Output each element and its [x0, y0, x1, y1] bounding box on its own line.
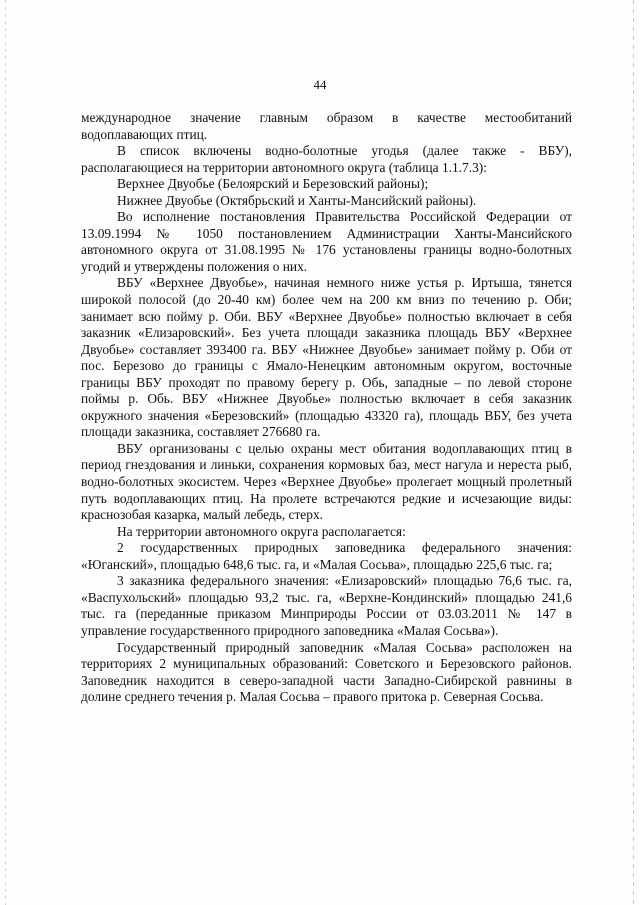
document-body: [81, 110, 572, 706]
paragraph-territory-intro: На территории автономного округа располагается:: [117, 523, 406, 539]
scan-edge-left: [5, 0, 6, 905]
paragraph-wetlands-list-intro: В список включены водно-болотные угодья (далее также - ВБУ), располагающиеся на территории автономного округа (таблица 1.1.7.3):: [81, 143, 572, 175]
paragraph-federal-sanctuaries: 3 заказника федерального значения: «Елизаровский» площадью 76,6 тыс. га, «Васпухольский» площадью 93,2 тыс. га, «Верхне-Кондинский» площадью 241,6 тыс. га (переданные приказом Минприроды России от 03.03.2011 № 147 в управление государственного природного заповедника «Малая Сосьва»).: [81, 573, 572, 638]
paragraph-government-decree: Во исполнение постановления Правительства Российской Федерации от 13.09.1994 № 1050 постановлением Администрации Ханты-Мансийского автономного округа от 31.08.1995 № 176 установлены границы водно-болотных угодий и утверждены положения о них.: [81, 209, 572, 274]
paragraph-continuation: международное значение главным образом в качестве местообитаний водоплавающих птиц.: [81, 110, 572, 142]
list-item-verkhnee-dvuobye: Верхнее Двуобье (Белоярский и Березовский районы);: [117, 176, 429, 192]
paragraph-wetlands-purpose: ВБУ организованы с целью охраны мест обитания водоплавающих птиц в период гнездования и линьки, сохранения кормовых баз, мест нагула и нереста рыб, водно-болотных экосистем. Через «Верхнее Двуобье» пролегает мощный пролетный путь водоплавающих птиц. На пролете встречаются редкие и исчезающие виды: краснозобая казарка, малый лебедь, стерх.: [81, 440, 572, 523]
paragraph-wetlands-description: ВБУ «Верхнее Двуобье», начиная немного ниже устья р. Иртыша, тянется широкой полосой (до 20-40 км) более чем на 200 км вниз по течению р. Оби; занимает всю пойму р. Оби. ВБУ «Верхнее Двуобье» полностью включает в себя заказник «Елизаровский». Без учета площади заказника площадь ВБУ «Верхнее Двуобье» составляет 393400 га. ВБУ «Нижнее Двуобье» занимает пойму р. Оби от пос. Березово до границы с Ямало-Ненецким автономным округом, восточные границы ВБУ проходят по правому берегу р. Обь, западные – по левой стороне поймы р. Обь. ВБУ «Нижнее Двуобье» полностью включает в себя заказник окружного значения «Березовский» (площадью 43320 га), площадь ВБУ, без учета площади заказника, составляет 276680 га.: [81, 275, 572, 440]
list-item-nizhnee-dvuobye: Нижнее Двуобье (Октябрьский и Ханты-Мансийский районы).: [117, 192, 477, 208]
page-number: 44: [313, 77, 327, 92]
paragraph-nature-reserves: 2 государственных природных заповедника федерального значения: «Юганский», площадью 648,6 тыс. га, и «Малая Сосьва», площадью 225,6 тыс. га;: [81, 540, 572, 572]
paragraph-malaya-sosva-reserve: Государственный природный заповедник «Малая Сосьва» расположен на территориях 2 муниципальных образований: Советского и Березовского районов. Заповедник находится в северо-западной части Западно-Сибирской равнины в долине среднего течения р. Малая Сосьва – правого притока р. Северная Сосьва.: [81, 639, 572, 705]
scan-edge-right: [633, 0, 634, 905]
